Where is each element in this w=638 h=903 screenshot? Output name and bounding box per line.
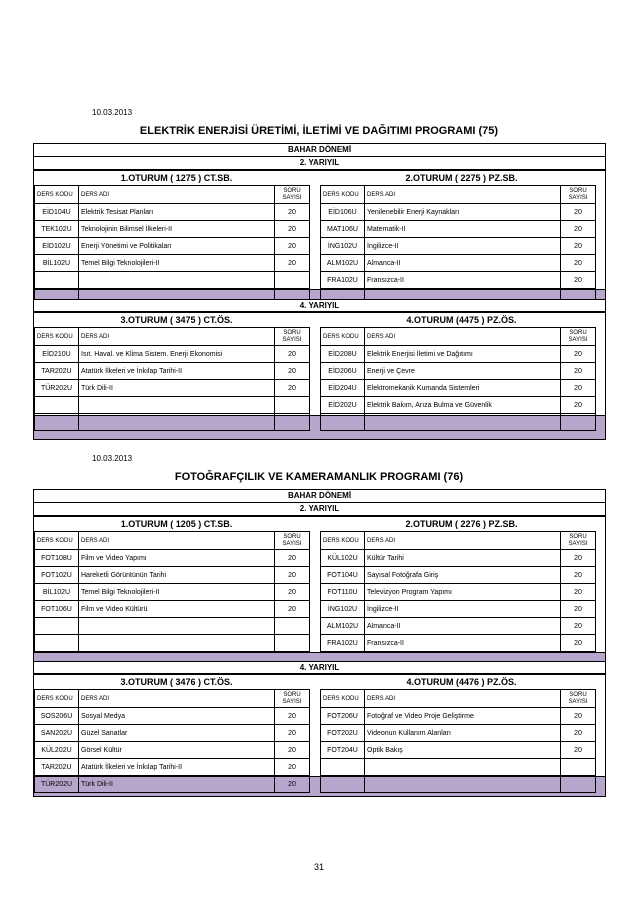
course-name: Yenilenebilir Enerji Kaynakları: [365, 204, 561, 221]
question-count: [275, 414, 310, 431]
question-count: 20: [275, 380, 310, 397]
header-count: [275, 328, 310, 346]
course-name: [79, 618, 275, 635]
question-count: 20: [561, 397, 596, 414]
question-count: 20: [561, 255, 596, 272]
course-code: EİD208U: [321, 346, 365, 363]
question-count: [561, 776, 596, 793]
table-row: [35, 567, 310, 584]
header-count-line2: SAYISI: [282, 194, 302, 201]
course-table: [34, 327, 310, 431]
course-name: İngilizce-II: [365, 601, 561, 618]
header-name: DERS ADI: [365, 690, 561, 708]
question-count: 20: [561, 238, 596, 255]
course-name: Sosyal Medya: [79, 708, 275, 725]
course-code: EİD102U: [35, 238, 79, 255]
course-code: FOT202U: [321, 725, 365, 742]
course-code: EİD210U: [35, 346, 79, 363]
header-name: DERS ADI: [365, 186, 561, 204]
header-code: DERS KODU: [35, 532, 79, 550]
header-code: DERS KODU: [321, 532, 365, 550]
question-count: 20: [561, 550, 596, 567]
session-title: 3.OTURUM ( 3475 ) CT.ÖS.: [120, 315, 233, 325]
question-count: [275, 272, 310, 289]
header-count-line1: SORU: [569, 691, 587, 698]
course-table: [34, 531, 310, 652]
question-count: 20: [275, 584, 310, 601]
course-table: [320, 689, 596, 793]
table-row: [35, 584, 310, 601]
course-code: [321, 414, 365, 431]
question-count: 20: [561, 272, 596, 289]
course-code: TEK102U: [35, 221, 79, 238]
table-row: [321, 725, 596, 742]
table-row: [321, 346, 596, 363]
course-name: Teknolojinin Bilimsel İlkeleri-II: [79, 221, 275, 238]
header-count: [561, 186, 596, 204]
header-count-line1: SORU: [283, 691, 301, 698]
course-code: FOT104U: [321, 567, 365, 584]
table-row: [321, 550, 596, 567]
course-name: Videonun Kullanım Alanları: [365, 725, 561, 742]
course-code: FOT110U: [321, 584, 365, 601]
table-row: [321, 635, 596, 652]
header-name: DERS ADI: [79, 328, 275, 346]
course-code: SOS206U: [35, 708, 79, 725]
question-count: 20: [275, 776, 310, 793]
course-code: BİL102U: [35, 255, 79, 272]
course-code: MAT106U: [321, 221, 365, 238]
course-code: EİD204U: [321, 380, 365, 397]
table-row: [35, 635, 310, 652]
table-row: [321, 397, 596, 414]
table-row: [35, 221, 310, 238]
course-code: SAN202U: [35, 725, 79, 742]
header-count-line1: SORU: [283, 187, 301, 194]
course-name: Matematik-II: [365, 221, 561, 238]
program-panel: [33, 489, 606, 797]
session-title: 3.OTURUM ( 3476 ) CT.ÖS.: [120, 677, 233, 687]
program-panel: [33, 143, 606, 440]
table-row: [321, 363, 596, 380]
header-count-line2: SAYISI: [568, 194, 588, 201]
question-count: 20: [561, 601, 596, 618]
course-name: Elektromekanik Kumanda Sistemleri: [365, 380, 561, 397]
table-row: [321, 272, 596, 289]
date-label: 10.03.2013: [92, 108, 133, 117]
header-count-line1: SORU: [569, 533, 587, 540]
session-title: 1.OTURUM ( 1275 ) CT.SB.: [120, 173, 233, 183]
question-count: [275, 618, 310, 635]
session-block: [34, 170, 605, 290]
semester-header: 4. YARIYIL: [34, 661, 605, 674]
course-name: Almanca-II: [365, 255, 561, 272]
course-code: ALM102U: [321, 618, 365, 635]
question-count: 20: [275, 221, 310, 238]
header-count: [275, 186, 310, 204]
header-count: [561, 690, 596, 708]
course-name: [365, 759, 561, 776]
question-count: 20: [561, 708, 596, 725]
term-header: BAHAR DÖNEMİ: [34, 144, 605, 157]
header-count-line1: SORU: [283, 533, 301, 540]
course-table: [34, 185, 310, 306]
table-header-row: [35, 690, 310, 708]
course-code: FOT108U: [35, 550, 79, 567]
course-code: EİD202U: [321, 397, 365, 414]
course-name: Sayısal Fotoğrafa Giriş: [365, 567, 561, 584]
header-code: DERS KODU: [35, 186, 79, 204]
program-title: FOTOĞRAFÇILIK VE KAMERAMANLIK PROGRAMI (76): [174, 471, 464, 483]
table-row: [35, 618, 310, 635]
course-code: [35, 618, 79, 635]
header-count: [275, 690, 310, 708]
semester-header: 2. YARIYIL: [34, 157, 605, 170]
question-count: 20: [275, 255, 310, 272]
course-name: Hareketli Görüntünün Tarihi: [79, 567, 275, 584]
course-code: İNG102U: [321, 238, 365, 255]
course-code: EİD106U: [321, 204, 365, 221]
course-name: Fotoğraf ve Video Proje Geliştirme: [365, 708, 561, 725]
course-name: İngilizce-II: [365, 238, 561, 255]
table-row: [35, 380, 310, 397]
course-name: Optik Bakış: [365, 742, 561, 759]
question-count: 20: [561, 584, 596, 601]
table-row: [321, 759, 596, 776]
header-name: DERS ADI: [79, 186, 275, 204]
question-count: [561, 414, 596, 431]
course-table: [320, 327, 596, 431]
question-count: 20: [275, 759, 310, 776]
course-code: FRA102U: [321, 272, 365, 289]
header-name: DERS ADI: [365, 328, 561, 346]
course-code: ALM102U: [321, 255, 365, 272]
table-row: [35, 346, 310, 363]
table-row: [35, 725, 310, 742]
course-name: Film ve Video Yapımı: [79, 550, 275, 567]
table-header-row: [35, 186, 310, 204]
course-name: Görsel Kültür: [79, 742, 275, 759]
session-title: 4.OTURUM (4475 ) PZ.ÖS.: [406, 315, 517, 325]
course-name: [79, 397, 275, 414]
table-row: [321, 204, 596, 221]
table-row: [35, 397, 310, 414]
table-row: [321, 776, 596, 793]
course-name: [365, 776, 561, 793]
header-name: DERS ADI: [79, 690, 275, 708]
question-count: 20: [275, 742, 310, 759]
question-count: 20: [275, 363, 310, 380]
table-row: [35, 708, 310, 725]
course-name: Elektrik Bakım, Arıza Bulma ve Güvenlik: [365, 397, 561, 414]
course-table: [34, 689, 310, 793]
page-number: 31: [313, 862, 324, 872]
program-title: ELEKTRİK ENERJİSİ ÜRETİMİ, İLETİMİ VE DAĞITIMI PROGRAMI (75): [139, 125, 499, 137]
question-count: [275, 397, 310, 414]
table-header-row: [321, 532, 596, 550]
course-name: Temel Bilgi Teknolojileri-II: [79, 584, 275, 601]
course-name: Televizyon Program Yapımı: [365, 584, 561, 601]
session-block: [34, 674, 605, 788]
course-name: Enerji Yönetimi ve Politikaları: [79, 238, 275, 255]
table-row: [35, 414, 310, 431]
header-code: DERS KODU: [35, 328, 79, 346]
course-code: FOT102U: [35, 567, 79, 584]
course-code: KÜL202U: [35, 742, 79, 759]
header-count-line2: SAYISI: [568, 336, 588, 343]
table-row: [321, 601, 596, 618]
table-row: [35, 759, 310, 776]
course-code: [321, 776, 365, 793]
course-name: Isıt. Haval. ve Klima Sistem. Enerji Ekonomisi: [79, 346, 275, 363]
course-code: TÜR202U: [35, 380, 79, 397]
course-code: İNG102U: [321, 601, 365, 618]
session-title: 2.OTURUM ( 2275 ) PZ.SB.: [405, 173, 518, 183]
header-count: [561, 328, 596, 346]
table-row: [321, 584, 596, 601]
course-name: Fransızca-II: [365, 272, 561, 289]
question-count: 20: [275, 601, 310, 618]
course-name: [365, 414, 561, 431]
table-row: [321, 742, 596, 759]
course-code: EİD206U: [321, 363, 365, 380]
session-block: [34, 312, 605, 416]
course-code: BİL102U: [35, 584, 79, 601]
session-title: 2.OTURUM ( 2276 ) PZ.SB.: [405, 519, 518, 529]
question-count: 20: [561, 618, 596, 635]
session-block: [34, 516, 605, 653]
course-name: Almanca-II: [365, 618, 561, 635]
table-row: [35, 272, 310, 289]
question-count: 20: [561, 567, 596, 584]
header-count-line1: SORU: [569, 187, 587, 194]
header-code: DERS KODU: [321, 328, 365, 346]
semester-header: 2. YARIYIL: [34, 503, 605, 516]
header-code: DERS KODU: [321, 690, 365, 708]
course-code: TAR202U: [35, 759, 79, 776]
course-name: Temel Bilgi Teknolojileri-II: [79, 255, 275, 272]
question-count: 20: [275, 238, 310, 255]
question-count: 20: [275, 567, 310, 584]
header-count-line1: SORU: [283, 329, 301, 336]
table-row: [321, 380, 596, 397]
course-name: Güzel Sanatlar: [79, 725, 275, 742]
question-count: 20: [275, 708, 310, 725]
table-row: [35, 742, 310, 759]
course-code: FRA102U: [321, 635, 365, 652]
question-count: [275, 635, 310, 652]
course-code: TÜR202U: [35, 776, 79, 793]
table-header-row: [321, 690, 596, 708]
course-name: [79, 272, 275, 289]
question-count: 20: [275, 550, 310, 567]
course-name: Türk Dili-II: [79, 380, 275, 397]
header-name: DERS ADI: [365, 532, 561, 550]
course-code: KÜL102U: [321, 550, 365, 567]
table-header-row: [321, 328, 596, 346]
table-row: [35, 255, 310, 272]
course-code: EİD104U: [35, 204, 79, 221]
header-count-line2: SAYISI: [282, 336, 302, 343]
course-name: Kültür Tarihi: [365, 550, 561, 567]
table-row: [321, 708, 596, 725]
header-code: DERS KODU: [321, 186, 365, 204]
table-row: [35, 363, 310, 380]
table-header-row: [321, 186, 596, 204]
course-table: [320, 185, 596, 306]
table-row: [35, 204, 310, 221]
course-code: [35, 397, 79, 414]
question-count: 20: [275, 346, 310, 363]
table-row: [321, 238, 596, 255]
question-count: 20: [561, 380, 596, 397]
header-code: DERS KODU: [35, 690, 79, 708]
table-row: [321, 414, 596, 431]
header-count-line2: SAYISI: [568, 540, 588, 547]
question-count: 20: [561, 221, 596, 238]
course-code: FOT204U: [321, 742, 365, 759]
table-row: [35, 550, 310, 567]
table-header-row: [35, 328, 310, 346]
header-count-line1: SORU: [569, 329, 587, 336]
question-count: 20: [275, 725, 310, 742]
header-count-line2: SAYISI: [282, 698, 302, 705]
course-name: Film ve Video Kültürü: [79, 601, 275, 618]
question-count: 20: [561, 635, 596, 652]
header-name: DERS ADI: [79, 532, 275, 550]
session-title: 4.OTURUM (4476 ) PZ.ÖS.: [406, 677, 517, 687]
date-label: 10.03.2013: [92, 454, 133, 463]
semester-header: 4. YARIYIL: [34, 299, 605, 312]
course-name: Türk Dili-II: [79, 776, 275, 793]
header-count-line2: SAYISI: [568, 698, 588, 705]
course-code: FOT206U: [321, 708, 365, 725]
course-name: Elektrik Enerjisi İletimi ve Dağıtımı: [365, 346, 561, 363]
course-code: FOT106U: [35, 601, 79, 618]
course-code: [321, 759, 365, 776]
question-count: 20: [561, 204, 596, 221]
course-code: TAR202U: [35, 363, 79, 380]
table-row: [35, 776, 310, 793]
question-count: 20: [561, 725, 596, 742]
course-name: Atatürk İlkeleri ve İnkılap Tarihi-II: [79, 363, 275, 380]
course-name: Fransızca-II: [365, 635, 561, 652]
table-row: [321, 255, 596, 272]
course-name: Enerji ve Çevre: [365, 363, 561, 380]
table-row: [35, 601, 310, 618]
term-header: BAHAR DÖNEMİ: [34, 490, 605, 503]
table-row: [321, 221, 596, 238]
header-count: [561, 532, 596, 550]
header-count-line2: SAYISI: [282, 540, 302, 547]
table-row: [321, 567, 596, 584]
course-code: [35, 635, 79, 652]
session-title: 1.OTURUM ( 1205 ) CT.SB.: [120, 519, 233, 529]
course-name: Atatürk İlkeleri ve İnkılap Tarihi-II: [79, 759, 275, 776]
course-table: [320, 531, 596, 652]
question-count: 20: [561, 742, 596, 759]
course-code: [35, 272, 79, 289]
course-code: [35, 414, 79, 431]
table-row: [35, 238, 310, 255]
table-row: [321, 618, 596, 635]
question-count: 20: [275, 204, 310, 221]
question-count: [561, 759, 596, 776]
table-header-row: [35, 532, 310, 550]
header-count: [275, 532, 310, 550]
question-count: 20: [561, 346, 596, 363]
course-name: [79, 635, 275, 652]
course-name: Elektrik Tesisat Planları: [79, 204, 275, 221]
question-count: 20: [561, 363, 596, 380]
course-name: [79, 414, 275, 431]
